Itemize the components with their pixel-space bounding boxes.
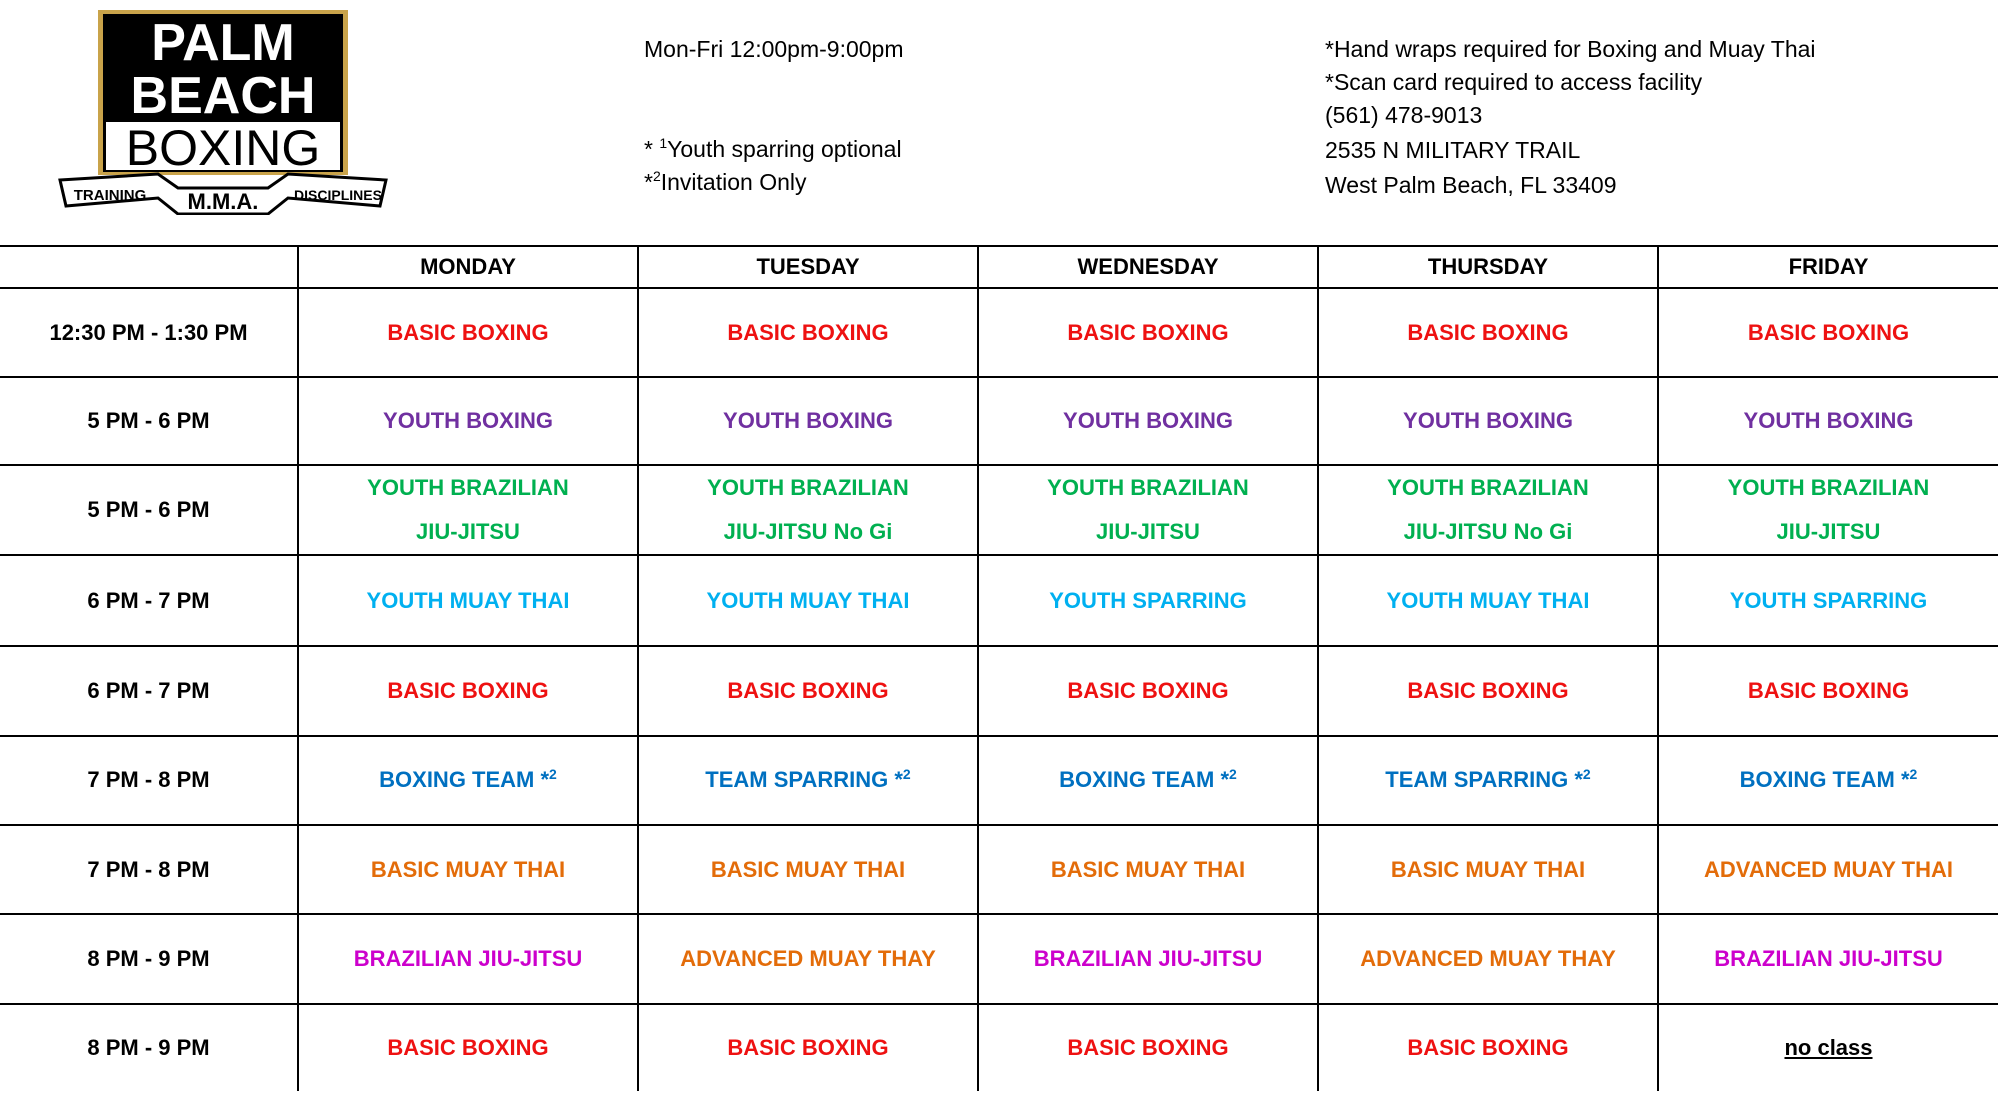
class-name: YOUTH BRAZILIAN <box>1727 474 1930 500</box>
class-cell <box>298 646 638 735</box>
class-name: BOXING TEAM *$^2$ <box>1059 766 1237 793</box>
class-cell <box>1318 555 1658 646</box>
class-name: YOUTH BOXING <box>1743 407 1914 433</box>
class-name: no class <box>1784 1034 1873 1060</box>
class-cell <box>1318 736 1658 825</box>
class-name: TEAM SPARRING *$^2$ <box>705 766 911 793</box>
class-name: YOUTH SPARRING <box>1729 587 1928 613</box>
class-name: YOUTH BOXING <box>383 407 553 433</box>
time-slot: 5 PM - 6 PM <box>0 465 298 555</box>
class-cell <box>1658 555 1998 646</box>
time-slot: 8 PM - 9 PM <box>0 914 298 1003</box>
note-youth-sparring: * $^1$Youth sparring optional <box>644 135 902 162</box>
logo-line2: BEACH <box>130 67 316 125</box>
class-name: BRAZILIAN JIU-JITSU <box>1714 945 1943 971</box>
class-cell <box>298 736 638 825</box>
class-schedule-table <box>0 246 1998 1091</box>
logo-line1: PALM <box>151 14 295 72</box>
class-cell <box>1318 377 1658 464</box>
class-name: YOUTH BRAZILIAN <box>707 474 909 500</box>
class-cell <box>978 736 1318 825</box>
class-name: BASIC BOXING <box>1067 677 1229 703</box>
contact-block <box>1325 33 1816 202</box>
class-name: BASIC MUAY THAI <box>370 856 566 882</box>
class-cell <box>638 1004 978 1091</box>
class-cell <box>1318 1004 1658 1091</box>
class-cell <box>1658 465 1998 555</box>
logo-ribbon-right: DISCIPLINES <box>294 187 382 203</box>
time-column-header <box>0 246 298 288</box>
requirement-scan-card: *Scan card required to access facility <box>1325 69 1703 95</box>
class-name: YOUTH MUAY THAI <box>706 587 910 613</box>
schedule-row <box>0 377 1998 464</box>
footnote-marker: 2 <box>902 766 911 783</box>
address-line1: 2535 N MILITARY TRAIL <box>1325 137 1581 163</box>
class-cell <box>298 288 638 377</box>
day-header-row <box>0 246 1998 288</box>
class-name: BASIC BOXING <box>387 677 549 703</box>
schedule-row <box>0 646 1998 735</box>
class-cell <box>1318 914 1658 1003</box>
class-cell <box>638 646 978 735</box>
class-name: YOUTH BOXING <box>1403 407 1573 433</box>
hours-text: Mon-Fri 12:00pm-9:00pm <box>644 36 904 62</box>
class-name: YOUTH BOXING <box>723 407 893 433</box>
class-cell <box>298 1004 638 1091</box>
class-name: BASIC BOXING <box>1407 677 1569 703</box>
time-slot: 6 PM - 7 PM <box>0 646 298 735</box>
class-cell <box>638 736 978 825</box>
class-cell <box>1658 1004 1998 1091</box>
time-slot: 6 PM - 7 PM <box>0 555 298 646</box>
schedule-header <box>0 0 1998 247</box>
class-name: YOUTH BRAZILIAN <box>367 474 569 500</box>
class-name: BASIC BOXING <box>387 1034 549 1060</box>
class-name-line2: JIU-JITSU <box>416 518 520 544</box>
class-name: YOUTH BRAZILIAN <box>1387 474 1589 500</box>
palm-beach-boxing-logo <box>58 10 388 215</box>
schedule-body <box>0 288 1998 1091</box>
class-cell <box>638 914 978 1003</box>
class-name: BRAZILIAN JIU-JITSU <box>353 945 583 971</box>
address-line2: West Palm Beach, FL 33409 <box>1325 172 1617 198</box>
class-name: ADVANCED MUAY THAY <box>680 945 936 971</box>
class-name: BASIC BOXING <box>727 677 889 703</box>
class-cell <box>298 825 638 914</box>
class-cell <box>638 288 978 377</box>
logo-ribbon-left: TRAINING <box>73 187 147 204</box>
time-slot: 5 PM - 6 PM <box>0 377 298 464</box>
class-cell <box>1318 288 1658 377</box>
class-name-line2: JIU-JITSU <box>1096 518 1200 544</box>
class-cell <box>1658 914 1998 1003</box>
schedule-row <box>0 825 1998 914</box>
footnote-marker: 2 <box>1582 766 1591 783</box>
class-cell <box>978 465 1318 555</box>
class-cell <box>298 465 638 555</box>
class-cell <box>978 825 1318 914</box>
class-cell <box>638 555 978 646</box>
requirement-hand-wraps: *Hand wraps required for Boxing and Muay Thai <box>1325 36 1816 62</box>
footnote-marker: 2 <box>1909 766 1918 783</box>
time-slot: 7 PM - 8 PM <box>0 825 298 914</box>
hours-block <box>644 33 904 66</box>
class-cell <box>1658 736 1998 825</box>
schedule-row <box>0 736 1998 825</box>
phone-number: (561) 478-9013 <box>1325 102 1483 128</box>
class-name: BASIC BOXING <box>1067 1034 1229 1060</box>
notes-block <box>644 133 902 199</box>
class-name: YOUTH SPARRING <box>1049 587 1247 613</box>
class-name: BRAZILIAN JIU-JITSU <box>1033 945 1263 971</box>
footnote-marker: 2 <box>1229 766 1237 783</box>
class-name-line2: JIU-JITSU No Gi <box>723 518 893 544</box>
class-cell <box>638 825 978 914</box>
logo-line3: BOXING <box>125 120 321 176</box>
class-name: YOUTH BOXING <box>1063 407 1233 433</box>
time-slot: 12:30 PM - 1:30 PM <box>0 288 298 377</box>
class-name: ADVANCED MUAY THAI <box>1704 856 1953 882</box>
class-name: BASIC BOXING <box>1407 319 1569 345</box>
class-cell <box>298 377 638 464</box>
footnote-marker: 2 <box>549 766 557 783</box>
class-name: YOUTH BRAZILIAN <box>1047 474 1249 500</box>
class-name: YOUTH MUAY THAI <box>1386 587 1590 613</box>
schedule-row <box>0 288 1998 377</box>
class-cell <box>1658 646 1998 735</box>
note-invitation-only: *$^2$Invitation Only <box>644 168 807 195</box>
class-cell <box>978 377 1318 464</box>
class-cell <box>638 377 978 464</box>
class-cell <box>1318 646 1658 735</box>
time-slot: 7 PM - 8 PM <box>0 736 298 825</box>
class-cell <box>978 914 1318 1003</box>
class-name: YOUTH MUAY THAI <box>366 587 570 613</box>
day-header: TUESDAY <box>638 246 978 288</box>
day-header: MONDAY <box>298 246 638 288</box>
class-cell <box>978 555 1318 646</box>
class-cell <box>978 646 1318 735</box>
class-cell <box>1318 825 1658 914</box>
class-name: BASIC BOXING <box>1747 319 1910 345</box>
schedule-row <box>0 555 1998 646</box>
class-name: BASIC BOXING <box>1747 677 1910 703</box>
class-name: ADVANCED MUAY THAY <box>1360 945 1616 971</box>
time-slot: 8 PM - 9 PM <box>0 1004 298 1091</box>
logo-ribbon-center: M.M.A. <box>187 189 259 214</box>
class-cell <box>298 914 638 1003</box>
class-cell <box>1658 288 1998 377</box>
class-cell <box>298 555 638 646</box>
class-name: BASIC BOXING <box>727 1034 889 1060</box>
class-cell <box>978 1004 1318 1091</box>
class-cell <box>1318 465 1658 555</box>
class-name: BASIC BOXING <box>387 319 549 345</box>
class-name: BASIC BOXING <box>727 319 889 345</box>
class-name: BASIC MUAY THAI <box>1050 856 1246 882</box>
class-cell <box>1658 825 1998 914</box>
schedule-row <box>0 914 1998 1003</box>
class-cell <box>1658 377 1998 464</box>
class-cell <box>978 288 1318 377</box>
class-name-line2: JIU-JITSU <box>1776 518 1881 544</box>
schedule-row <box>0 465 1998 555</box>
class-name: BOXING TEAM *$^2$ <box>379 766 557 793</box>
day-header: THURSDAY <box>1318 246 1658 288</box>
day-header: FRIDAY <box>1658 246 1998 288</box>
class-name: BASIC MUAY THAI <box>1390 856 1586 882</box>
class-name: TEAM SPARRING *$^2$ <box>1385 766 1591 793</box>
class-name-line2: JIU-JITSU No Gi <box>1403 518 1573 544</box>
class-name: BASIC BOXING <box>1067 319 1229 345</box>
class-name: BASIC BOXING <box>1407 1034 1569 1060</box>
class-name: BOXING TEAM *$^2$ <box>1739 766 1918 793</box>
class-cell <box>638 465 978 555</box>
class-name: BASIC MUAY THAI <box>710 856 906 882</box>
schedule-row <box>0 1004 1998 1091</box>
day-header: WEDNESDAY <box>978 246 1318 288</box>
